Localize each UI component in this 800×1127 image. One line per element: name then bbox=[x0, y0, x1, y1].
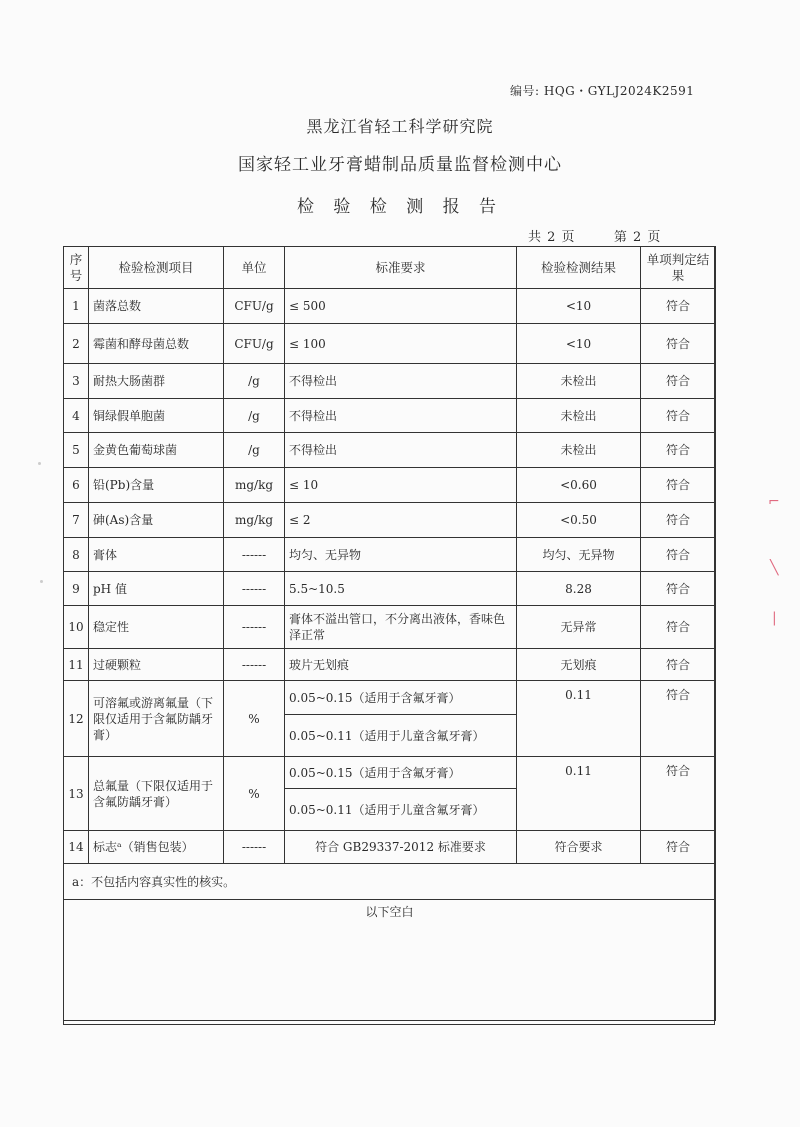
table-row bbox=[64, 538, 716, 572]
cell-seq: 5 bbox=[64, 433, 89, 468]
cell-standard: ≤ 500 bbox=[285, 289, 517, 324]
cell-conclusion: 符合 bbox=[641, 289, 716, 324]
cell-seq: 1 bbox=[64, 289, 89, 324]
seal-mark-icon: ╲ bbox=[770, 560, 779, 576]
cell-item: 金黄色葡萄球菌 bbox=[89, 433, 224, 468]
cell-conclusion: 符合 bbox=[641, 433, 716, 468]
cell-standard-a: 0.05~0.15（适用于含氟牙膏） bbox=[285, 681, 517, 715]
cell-conclusion: 符合 bbox=[641, 538, 716, 572]
cell-item: 铅(Pb)含量 bbox=[89, 468, 224, 503]
cell-conclusion: 符合 bbox=[641, 364, 716, 399]
cell-seq: 9 bbox=[64, 572, 89, 606]
cell-item: 砷(As)含量 bbox=[89, 503, 224, 538]
cell-unit: /g bbox=[224, 433, 285, 468]
table-row bbox=[64, 399, 716, 433]
report-table bbox=[63, 246, 716, 1021]
cell-result: 0.11 bbox=[517, 681, 641, 757]
cell-result: <0.60 bbox=[517, 468, 641, 503]
cell-item: 耐热大肠菌群 bbox=[89, 364, 224, 399]
table-row bbox=[64, 324, 716, 364]
cell-unit: /g bbox=[224, 399, 285, 433]
cell-item: 总氟量（下限仅适用于含氟防龋牙膏） bbox=[89, 757, 224, 831]
cell-conclusion: 符合 bbox=[641, 468, 716, 503]
cell-unit: mg/kg bbox=[224, 468, 285, 503]
cell-standard: ≤ 2 bbox=[285, 503, 517, 538]
header-result: 检验检测结果 bbox=[517, 247, 641, 289]
cell-standard: 膏体不溢出管口，不分离出液体，香味色泽正常 bbox=[285, 606, 517, 649]
cell-item: 标志ᵃ（销售包装） bbox=[89, 831, 224, 864]
cell-result: 0.11 bbox=[517, 757, 641, 831]
seal-mark-icon: ⌐ bbox=[768, 494, 780, 510]
cell-result: 未检出 bbox=[517, 399, 641, 433]
cell-unit: ------ bbox=[224, 649, 285, 681]
header-item: 检验检测项目 bbox=[89, 247, 224, 289]
cell-seq: 11 bbox=[64, 649, 89, 681]
cell-seq: 2 bbox=[64, 324, 89, 364]
institute-name: 黑龙江省轻工科学研究院 bbox=[306, 117, 494, 136]
cell-unit: CFU/g bbox=[224, 289, 285, 324]
cell-item: 稳定性 bbox=[89, 606, 224, 649]
cell-result: <10 bbox=[517, 289, 641, 324]
cell-seq: 8 bbox=[64, 538, 89, 572]
cell-conclusion: 符合 bbox=[641, 757, 716, 831]
cell-seq: 6 bbox=[64, 468, 89, 503]
cell-conclusion: 符合 bbox=[641, 649, 716, 681]
cell-seq: 14 bbox=[64, 831, 89, 864]
cell-item: 过硬颗粒 bbox=[89, 649, 224, 681]
cell-item: 铜绿假单胞菌 bbox=[89, 399, 224, 433]
header-unit: 单位 bbox=[224, 247, 285, 289]
cell-result: 未检出 bbox=[517, 364, 641, 399]
cell-unit: % bbox=[224, 681, 285, 757]
cell-item: 膏体 bbox=[89, 538, 224, 572]
table-row bbox=[64, 433, 716, 468]
cell-result: <10 bbox=[517, 324, 641, 364]
cell-seq: 7 bbox=[64, 503, 89, 538]
cell-item: pH 值 bbox=[89, 572, 224, 606]
cell-item: 可溶氟或游离氟量（下限仅适用于含氟防龋牙膏） bbox=[89, 681, 224, 757]
scan-speck bbox=[38, 462, 41, 465]
cell-result: 无异常 bbox=[517, 606, 641, 649]
cell-unit: ------ bbox=[224, 572, 285, 606]
page-info bbox=[528, 226, 661, 245]
cell-standard: ≤ 100 bbox=[285, 324, 517, 364]
cell-item: 菌落总数 bbox=[89, 289, 224, 324]
header-conclusion: 单项判定结果 bbox=[641, 247, 716, 289]
table-row bbox=[64, 606, 716, 649]
header-row bbox=[64, 247, 716, 289]
seal-mark-icon: | bbox=[772, 610, 777, 626]
cell-standard: 不得检出 bbox=[285, 399, 517, 433]
table-row bbox=[64, 757, 716, 789]
footnote: a：不包括内容真实性的核实。 bbox=[64, 864, 716, 900]
cell-result: 未检出 bbox=[517, 433, 641, 468]
cell-standard: 符合 GB29337-2012 标准要求 bbox=[285, 831, 517, 864]
cell-seq: 10 bbox=[64, 606, 89, 649]
cell-conclusion: 符合 bbox=[641, 681, 716, 757]
center-name: 国家轻工业牙膏蜡制品质量监督检测中心 bbox=[238, 155, 562, 175]
table-row bbox=[64, 364, 716, 399]
cell-standard: 均匀、无异物 bbox=[285, 538, 517, 572]
cell-unit: ------ bbox=[224, 538, 285, 572]
cell-standard-b: 0.05~0.11（适用于儿童含氟牙膏） bbox=[285, 789, 517, 831]
cell-unit: ------ bbox=[224, 606, 285, 649]
cell-conclusion: 符合 bbox=[641, 572, 716, 606]
cell-unit: CFU/g bbox=[224, 324, 285, 364]
blank-notice: 以下空白 bbox=[64, 900, 716, 1021]
cell-conclusion: 符合 bbox=[641, 324, 716, 364]
cell-seq: 12 bbox=[64, 681, 89, 757]
cell-result: 符合要求 bbox=[517, 831, 641, 864]
table-row bbox=[64, 649, 716, 681]
cell-seq: 4 bbox=[64, 399, 89, 433]
footnote-row bbox=[64, 864, 716, 900]
cell-result: 8.28 bbox=[517, 572, 641, 606]
cell-standard-b: 0.05~0.11（适用于儿童含氟牙膏） bbox=[285, 715, 517, 757]
header-seq: 序号 bbox=[64, 247, 89, 289]
cell-standard: ≤ 10 bbox=[285, 468, 517, 503]
blank-row bbox=[64, 900, 716, 1021]
cell-result: 均匀、无异物 bbox=[517, 538, 641, 572]
cell-conclusion: 符合 bbox=[641, 399, 716, 433]
table-row bbox=[64, 503, 716, 538]
cell-result: <0.50 bbox=[517, 503, 641, 538]
table-row bbox=[64, 289, 716, 324]
scan-speck bbox=[40, 580, 43, 583]
cell-seq: 3 bbox=[64, 364, 89, 399]
cell-standard: 玻片无划痕 bbox=[285, 649, 517, 681]
cell-item: 霉菌和酵母菌总数 bbox=[89, 324, 224, 364]
page-total: 共 2 页 bbox=[528, 230, 576, 245]
cell-standard: 不得检出 bbox=[285, 433, 517, 468]
cell-unit: /g bbox=[224, 364, 285, 399]
cell-standard: 5.5~10.5 bbox=[285, 572, 517, 606]
cell-standard: 不得检出 bbox=[285, 364, 517, 399]
cell-unit: mg/kg bbox=[224, 503, 285, 538]
cell-unit: % bbox=[224, 757, 285, 831]
table-row bbox=[64, 831, 716, 864]
table-row bbox=[64, 572, 716, 606]
table-row bbox=[64, 468, 716, 503]
table-row bbox=[64, 681, 716, 715]
cell-conclusion: 符合 bbox=[641, 503, 716, 538]
cell-unit: ------ bbox=[224, 831, 285, 864]
report-number: 编号: HQG・GYLJ2024K2591 bbox=[510, 84, 695, 98]
report-title: 检 验 检 测 报 告 bbox=[296, 197, 504, 217]
cell-conclusion: 符合 bbox=[641, 831, 716, 864]
header-standard: 标准要求 bbox=[285, 247, 517, 289]
page-current: 第 2 页 bbox=[613, 230, 662, 245]
cell-result: 无划痕 bbox=[517, 649, 641, 681]
cell-seq: 13 bbox=[64, 757, 89, 831]
cell-standard-a: 0.05~0.15（适用于含氟牙膏） bbox=[285, 757, 517, 789]
cell-conclusion: 符合 bbox=[641, 606, 716, 649]
